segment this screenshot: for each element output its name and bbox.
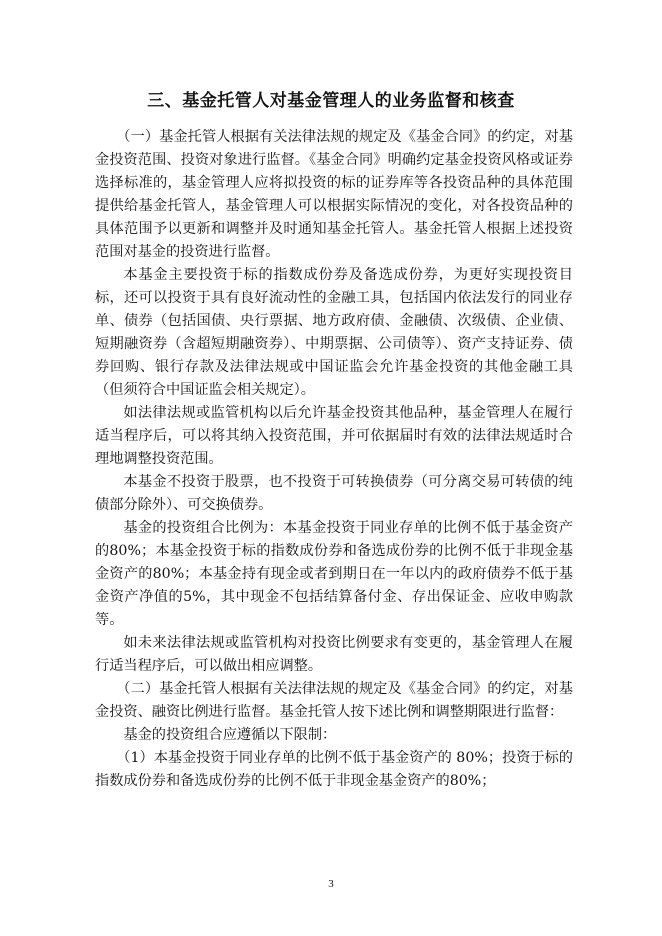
paragraph-ratio-changes: 如未来法律法规或监管机构对投资比例要求有变更的，基金管理人在履行适当程序后，可以做出相应调整。 bbox=[95, 635, 573, 674]
paragraph-investment-scope: 本基金主要投资于标的指数成份券及备选成份券，为更好实现投资目标，还可以投资于具有良好流动性的金融工具，包括国内依法发行的同业存单、债券（包括国债、央行票据、地方政府债、金融债、次级债、企业债、短期融资券（含超短期融资券）、中期票据、公司债等）、资产支持证券、债券回购、银行存款及法律法规或中国证监会允许基金投资的其他金融工具（但须符合中国证监会相关规定）。 bbox=[95, 267, 573, 398]
paragraph-supervision-scope: （一）基金托管人根据有关法律法规的规定及《基金合同》的约定，对基金投资范围、投资对象进行监督。《基金合同》明确约定基金投资风格或证券选择标准的，基金管理人应将拟投资的标的证券库等各投资品种的具体范围提供给基金托管人，基金管理人可以根据实际情况的变化，对各投资品种的具体范围予以更新和调整并及时通知基金托管人。基金托管人根据上述投资范围对基金的投资进行监督。 bbox=[95, 129, 573, 260]
paragraph-restrictions-intro: 基金的投资组合应遵循以下限制： bbox=[123, 727, 337, 743]
paragraph-exclusions: 本基金不投资于股票，也不投资于可转换债券（可分离交易可转债的纯债部分除外）、可交换债券。 bbox=[95, 474, 573, 513]
paragraph-restriction-1: （1）本基金投资于同业存单的比例不低于基金资产的 80%；投资于标的指数成份券和备选成份券的比例不低于非现金基金资产的80%； bbox=[95, 750, 573, 789]
paragraph-portfolio-ratio: 基金的投资组合比例为：本基金投资于同业存单的比例不低于基金资产的80%；本基金投资于标的指数成份券和备选成份券的比例不低于非现金基金资产的80%；本基金持有现金或者到期日在一年以内的政府债券不低于基金资产净值的5%，其中现金不包括结算备付金、存出保证金、应收申购款等。 bbox=[95, 520, 573, 628]
page-number: 3 bbox=[328, 878, 334, 890]
paragraph-new-instruments: 如法律法规或监管机构以后允许基金投资其他品种，基金管理人在履行适当程序后，可以将其纳入投资范围，并可依据届时有效的法律法规适时合理地调整投资范围。 bbox=[95, 405, 573, 467]
document-body bbox=[95, 126, 573, 793]
section-title: 三、基金托管人对基金管理人的业务监督和核查 bbox=[147, 91, 515, 111]
paragraph-ratio-supervision: （二）基金托管人根据有关法律法规的规定及《基金合同》的约定，对基金投资、融资比例进行监督。基金托管人按下述比例和调整期限进行监督： bbox=[95, 681, 573, 720]
